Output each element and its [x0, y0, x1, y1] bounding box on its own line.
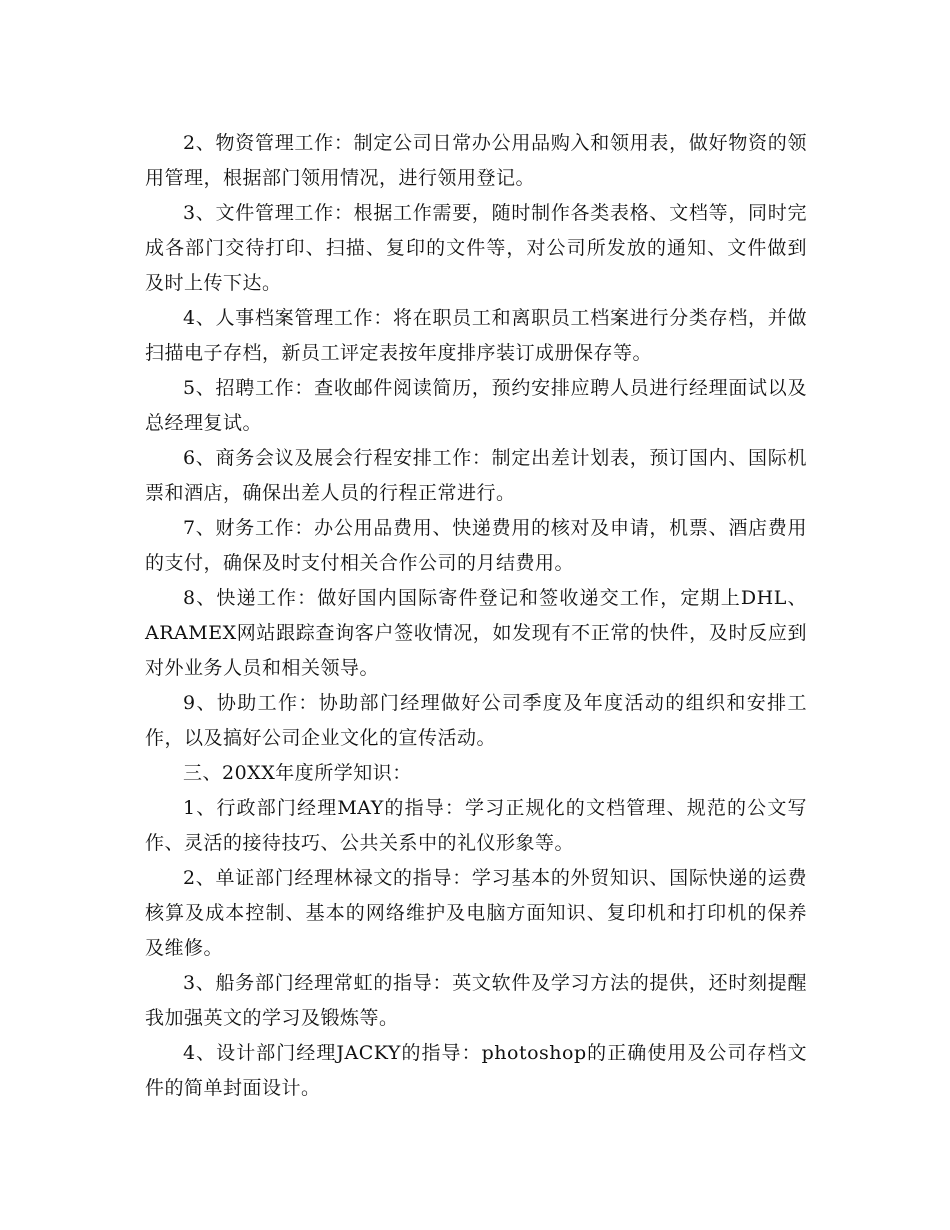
paragraph-express-delivery: 8、快递工作：做好国内国际寄件登记和签收递交工作，定期上DHL、ARAMEX网站跟踪查询客户签收情况，如发现有不正常的快件，及时反应到对外业务人员和相关领导。 [145, 587, 807, 679]
paragraph-assistance: 9、协助工作：协助部门经理做好公司季度及年度活动的组织和安排工作，以及搞好公司企业文化的宣传活动。 [145, 692, 807, 749]
document-body [145, 126, 807, 1106]
section-heading-knowledge: 三、20XX年度所学知识： [183, 762, 412, 784]
paragraph-documents-manager-guidance: 2、单证部门经理林禄文的指导：学习基本的外贸知识、国际快递的运费核算及成本控制、基本的网络维护及电脑方面知识、复印机和打印机的保养及维修。 [145, 867, 807, 959]
paragraph-admin-manager-guidance: 1、行政部门经理MAY的指导：学习正规化的文档管理、规范的公文写作、灵活的接待技巧、公共关系中的礼仪形象等。 [145, 797, 807, 854]
paragraph-finance: 7、财务工作：办公用品费用、快递费用的核对及申请，机票、酒店费用的支付，确保及时支付相关合作公司的月结费用。 [145, 517, 807, 574]
paragraph-shipping-manager-guidance: 3、船务部门经理常虹的指导：英文软件及学习方法的提供，还时刻提醒我加强英文的学习及锻炼等。 [145, 972, 807, 1029]
paragraph-file-management: 3、文件管理工作：根据工作需要，随时制作各类表格、文档等，同时完成各部门交待打印、扫描、复印的文件等，对公司所发放的通知、文件做到及时上传下达。 [145, 202, 807, 294]
paragraph-supplies-management: 2、物资管理工作：制定公司日常办公用品购入和领用表，做好物资的领用管理，根据部门领用情况，进行领用登记。 [145, 132, 807, 189]
paragraph-business-travel: 6、商务会议及展会行程安排工作：制定出差计划表，预订国内、国际机票和酒店，确保出差人员的行程正常进行。 [145, 447, 807, 504]
paragraph-personnel-archives: 4、人事档案管理工作：将在职员工和离职员工档案进行分类存档，并做扫描电子存档，新员工评定表按年度排序装订成册保存等。 [145, 307, 807, 364]
paragraph-design-manager-guidance: 4、设计部门经理JACKY的指导：photoshop的正确使用及公司存档文件的简单封面设计。 [145, 1042, 807, 1099]
paragraph-recruitment: 5、招聘工作：查收邮件阅读简历，预约安排应聘人员进行经理面试以及总经理复试。 [145, 377, 807, 434]
